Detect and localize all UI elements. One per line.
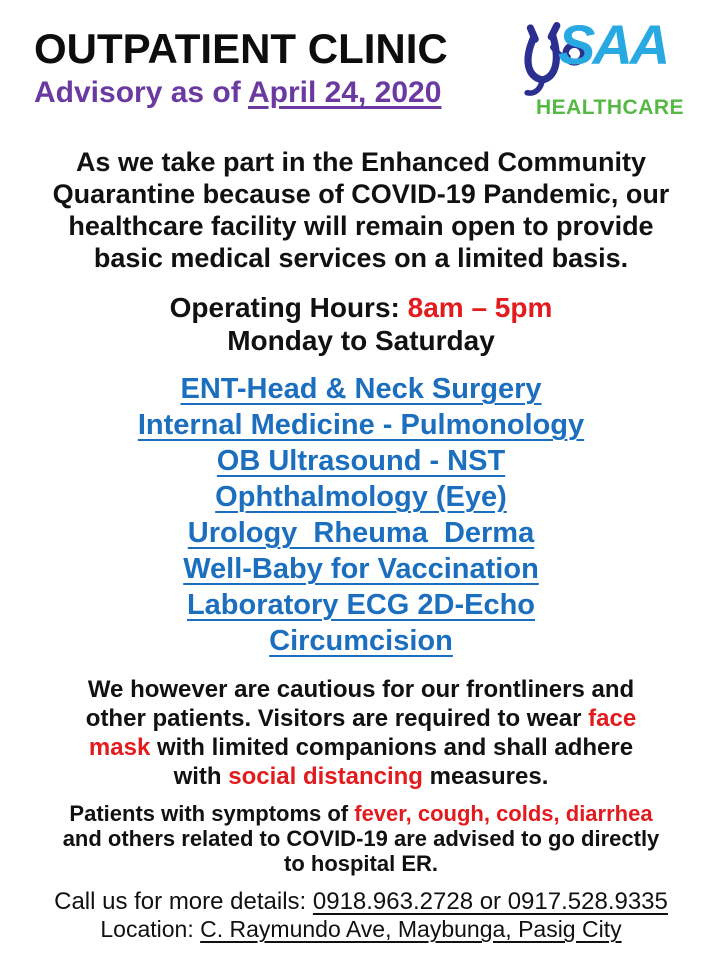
operating-hours-label: Operating Hours: bbox=[169, 292, 408, 323]
intro-paragraph bbox=[0, 146, 722, 274]
logo-name: SAA bbox=[558, 13, 668, 76]
logo-subtitle: HEALTHCARE bbox=[535, 96, 685, 119]
page-title: OUTPATIENT CLINIC bbox=[34, 25, 448, 72]
service-link-row bbox=[0, 623, 722, 659]
text-run: with limited companions and shall adhere bbox=[150, 734, 634, 761]
service-link-row bbox=[0, 371, 722, 407]
advisory-line bbox=[34, 76, 448, 110]
service-link-row bbox=[0, 407, 722, 443]
contact-line bbox=[0, 888, 722, 916]
header bbox=[0, 0, 722, 120]
text-run: healthcare facility will remain open to provide bbox=[68, 211, 654, 241]
service-link: Urology Rheuma Derma bbox=[187, 517, 535, 549]
text-run: We however are cautious for our frontliners and bbox=[87, 676, 635, 703]
highlight-red: fever, cough, colds, diarrhea bbox=[354, 801, 653, 826]
operating-hours-time: 8am – 5pm bbox=[407, 292, 553, 323]
text-run: Quarantine because of COVID-19 Pandemic, our bbox=[52, 179, 670, 209]
phone-numbers: 0918.963.2728 or 0917.528.9335 bbox=[312, 888, 668, 915]
service-link: Well-Baby for Vaccination bbox=[183, 553, 539, 585]
clinic-logo bbox=[512, 13, 708, 120]
title-block bbox=[34, 20, 448, 110]
service-link-row bbox=[0, 515, 722, 551]
service-link-row bbox=[0, 551, 722, 587]
service-link-row bbox=[0, 443, 722, 479]
service-link: Ophthalmology (Eye) bbox=[215, 481, 507, 513]
advisory-prefix: Advisory as of bbox=[34, 76, 248, 110]
highlight-red: social distancing bbox=[228, 763, 423, 790]
service-link-row bbox=[0, 479, 722, 515]
service-link: Circumcision bbox=[269, 625, 453, 657]
text-run: to hospital ER. bbox=[284, 851, 438, 876]
service-link: Laboratory ECG 2D-Echo bbox=[186, 589, 536, 621]
location-address: C. Raymundo Ave, Maybunga, Pasig City bbox=[200, 916, 622, 942]
text-run: other patients. Visitors are required to wear bbox=[85, 705, 589, 732]
service-link: OB Ultrasound - NST bbox=[216, 445, 506, 477]
operating-hours bbox=[0, 291, 722, 357]
operating-days: Monday to Saturday bbox=[227, 325, 495, 356]
text-run: and others related to COVID-19 are advised to go directly bbox=[62, 826, 660, 851]
service-link-row bbox=[0, 587, 722, 623]
text-run: with bbox=[173, 763, 229, 790]
text-run: Patients with symptoms of bbox=[69, 801, 355, 826]
services-list bbox=[0, 371, 722, 659]
er-notice-paragraph bbox=[0, 801, 722, 876]
service-link: Internal Medicine - Pulmonology bbox=[137, 409, 585, 441]
location-label: Location: bbox=[100, 916, 201, 942]
contact-label: Call us for more details: bbox=[54, 888, 313, 915]
advisory-date: April 24, 2020 bbox=[247, 76, 442, 110]
text-run: basic medical services on a limited basis. bbox=[93, 243, 629, 273]
text-run: As we take part in the Enhanced Community bbox=[75, 147, 647, 177]
service-link: ENT-Head & Neck Surgery bbox=[180, 373, 542, 405]
text-run: measures. bbox=[422, 763, 549, 790]
operating-hours-line bbox=[0, 291, 722, 324]
caution-paragraph bbox=[0, 675, 722, 791]
location-line bbox=[0, 916, 722, 943]
highlight-red: mask bbox=[88, 734, 151, 761]
highlight-red: face bbox=[588, 705, 637, 732]
